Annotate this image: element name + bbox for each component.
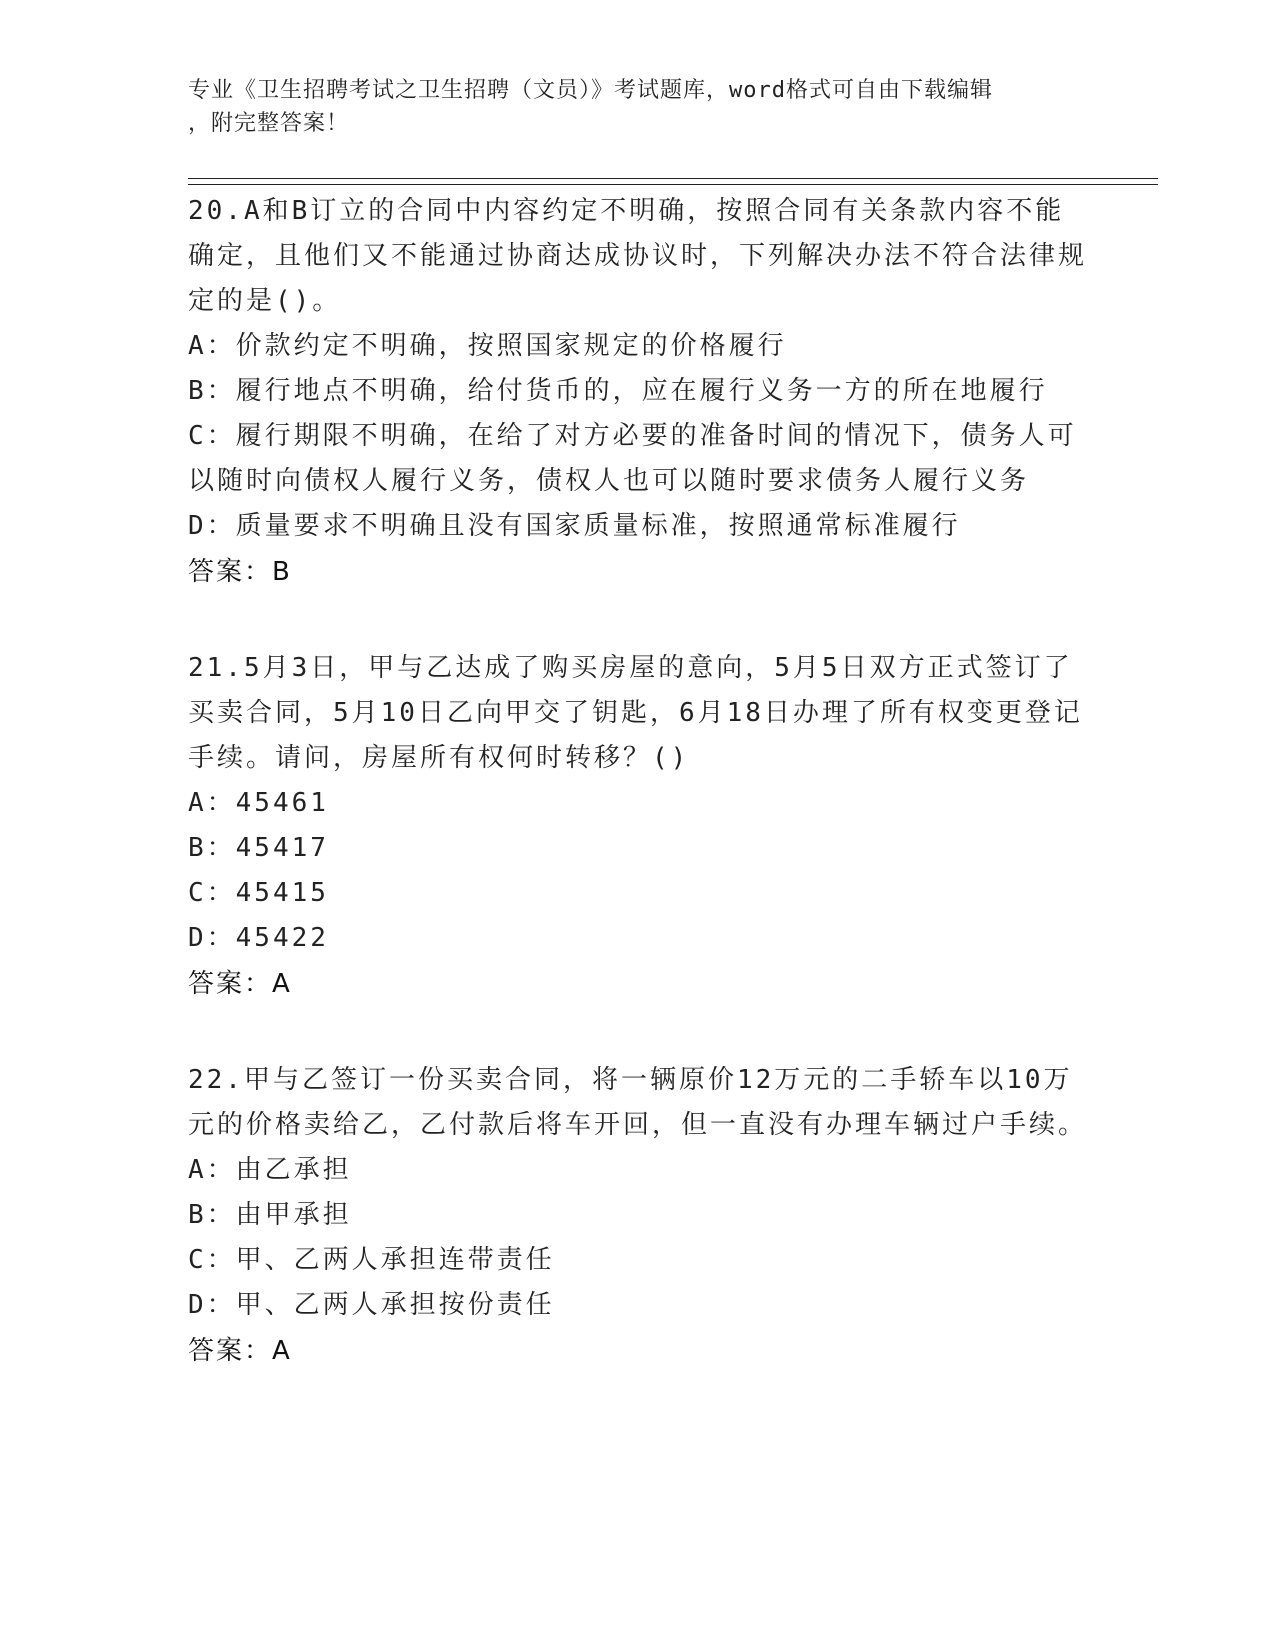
option-c: C：45415 <box>188 878 329 908</box>
option-b: B：由甲承担 <box>188 1200 352 1230</box>
header-divider-bottom <box>188 184 1158 185</box>
question-stem: 22.甲与乙签订一份买卖合同，将一辆原价12万元的二手轿车以10万元的价格卖给乙，乙付款后将车开回，但一直没有办理车辆过户手续。 <box>188 1065 1088 1140</box>
question-stem: 20.A和B订立的合同中内容约定不明确，按照合同有关条款内容不能确定，且他们又不能通过协商达成协议时，下列解决办法不符合法律规定的是()。 <box>188 196 1088 316</box>
header-divider-top <box>188 178 1158 179</box>
option-d: D：质量要求不明确且没有国家质量标准，按照通常标准履行 <box>188 511 961 541</box>
header-line-2: ，附完整答案！ <box>188 111 350 136</box>
header-line-1: 专业《卫生招聘考试之卫生招聘（文员）》考试题库，word格式可自由下载编辑 <box>188 78 993 103</box>
option-c: C：履行期限不明确，在给了对方必要的准备时间的情况下，债务人可以随时向债权人履行义务，债权人也可以随时要求债务人履行义务 <box>188 421 1077 496</box>
answer-line: 答案：B <box>188 557 292 587</box>
option-b: B：履行地点不明确，给付货币的，应在履行义务一方的所在地履行 <box>188 376 1048 406</box>
question-22 <box>188 1058 1088 1375</box>
option-d: D：45422 <box>188 923 329 953</box>
option-d: D：甲、乙两人承担按份责任 <box>188 1290 555 1320</box>
option-a: A：45461 <box>188 788 329 818</box>
question-20 <box>188 189 1088 596</box>
question-stem: 21.5月3日，甲与乙达成了购买房屋的意向，5月5日双方正式签订了买卖合同，5月10日乙向甲交了钥匙，6月18日办理了所有权变更登记手续。请问，房屋所有权何时转移？() <box>188 653 1083 773</box>
answer-line: 答案：A <box>188 1336 292 1366</box>
option-c: C：甲、乙两人承担连带责任 <box>188 1245 555 1275</box>
option-a: A：由乙承担 <box>188 1155 352 1185</box>
option-a: A：价款约定不明确，按照国家规定的价格履行 <box>188 331 787 361</box>
option-b: B：45417 <box>188 833 329 863</box>
document-header <box>188 74 1068 140</box>
answer-line: 答案：A <box>188 969 292 999</box>
question-21 <box>188 646 1088 1008</box>
